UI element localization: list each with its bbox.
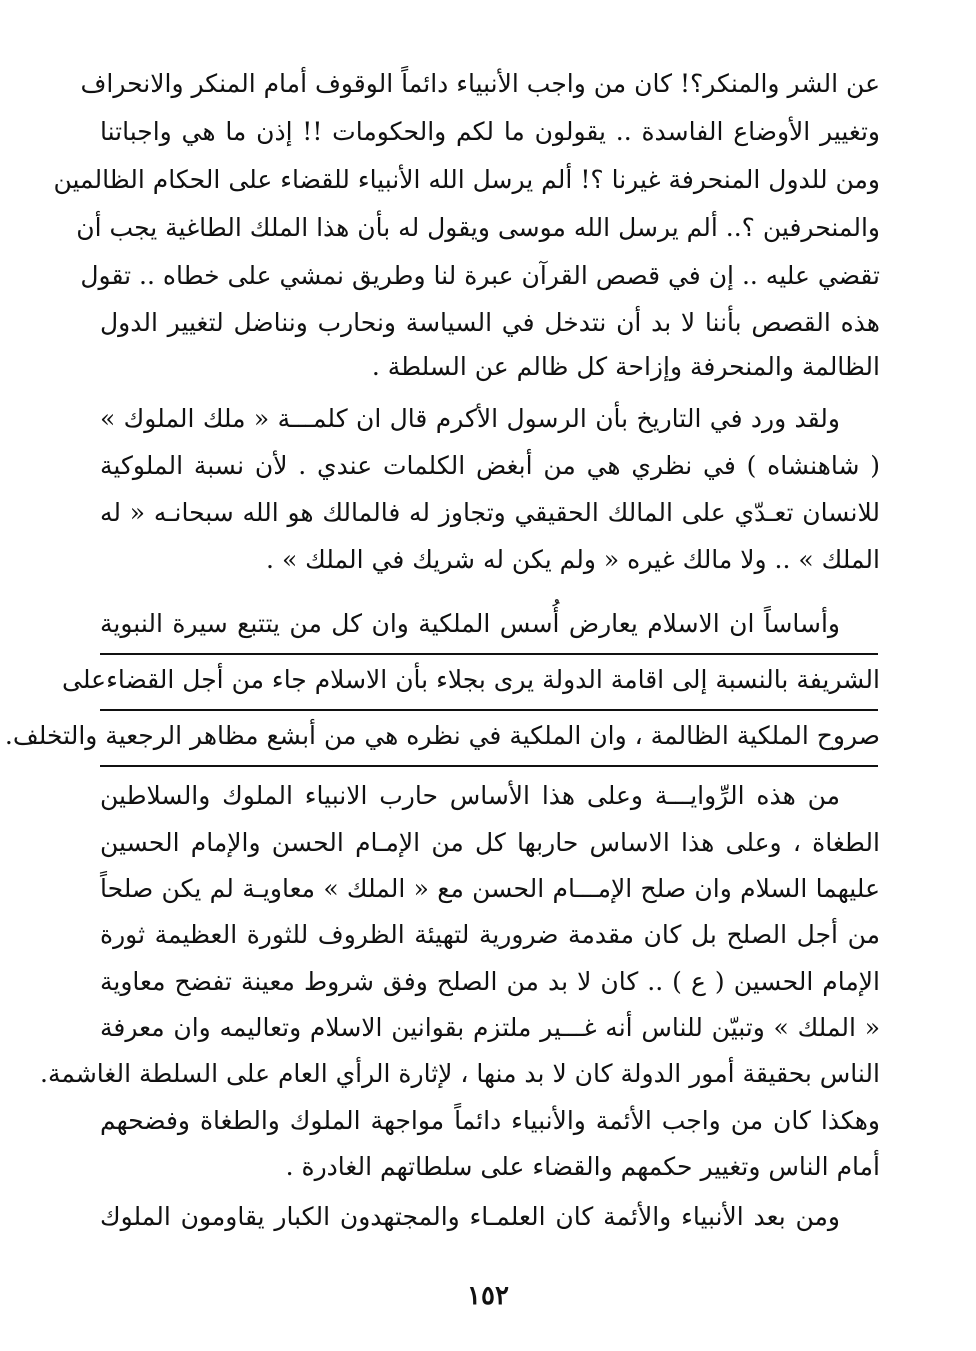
text-line: تقضي عليه .. إن في قصص القرآن عبرة لنا وطريق نمشي على خطاه .. تقول bbox=[80, 261, 880, 290]
text-line: الظالمة والمنحرفة وإزاحة كل ظالم عن السلطة . bbox=[371, 352, 880, 381]
text-line: الشريفة بالنسبة إلى اقامة الدولة يرى بجلاء بأن الاسلام جاء من أجل القضاءعلى bbox=[62, 665, 880, 694]
text-line: عليهما السلام وان صلح الإمـــام الحسن مع « الملك » معاويـة لم يكن صلحاً bbox=[100, 874, 880, 903]
text-line: هذه القصص بأننا لا بد أن نتدخل في السياسة ونحارب ونناضل لتغيير الدول bbox=[100, 308, 880, 337]
text-line: ولقد ورد في التاريخ بأن الرسول الأكرم قال ان كلمـــة « ملك الملوك » bbox=[100, 404, 840, 433]
text-line: صروح الملكية الظالمة ، وان الملكية في نظره هي من أبشع مظاهر الرجعية والتخلف. bbox=[4, 721, 880, 750]
underline-rule bbox=[100, 653, 878, 655]
text-line: ومن بعد الأنبياء والأئمة كان العلمـاء والمجتهدون الكبار يقاومون الملوك bbox=[100, 1202, 840, 1231]
text-line: عن الشر والمنكر؟! كان من واجب الأنبياء دائماً الوقوف أمام المنكر والانحراف bbox=[80, 69, 880, 98]
underline-rule bbox=[100, 709, 878, 711]
text-line: من هذه الرِّوايـــة وعلى هذا الأساس حارب الانبياء الملوك والسلاطين bbox=[100, 781, 840, 810]
text-line: « الملك » وتبيّن للناس أنه غـــير ملتزم بقوانين الاسلام وتعاليمه وان معرفة bbox=[100, 1013, 880, 1042]
text-line: وهكذا كان من واجب الأئمة والأنبياء دائماً مواجهة الملوك والطغاة وفضحهم bbox=[100, 1106, 880, 1135]
text-line: الإمام الحسين ( ع ) .. كان لا بد من الصلح وفق شروط معينة تفضح معاوية bbox=[100, 967, 880, 996]
text-line: الناس بحقيقة أمور الدولة كان لا بد منها ، لإثارة الرأي العام على السلطة الغاشمة. bbox=[40, 1059, 880, 1088]
page-number: ١٥٢ bbox=[467, 1281, 509, 1311]
text-line: وتغيير الأوضاع الفاسدة .. يقولون ما لكم والحكومات !! إذن ما هي واجباتنا bbox=[100, 117, 880, 146]
text-line: الطغاة ، وعلى هذا الاساس حاربها كل من الإمـام الحسن والإمام الحسين bbox=[100, 828, 880, 857]
underline-rule bbox=[100, 765, 878, 767]
text-line: ومن للدول المنحرفة غيرنا ؟! ألم يرسل الله الأنبياء للقضاء على الحكام الظالمين bbox=[53, 165, 880, 194]
text-line: من أجل الصلح بل كان مقدمة ضرورية لتهيئة الظروف للثورة العظيمة ثورة bbox=[100, 920, 880, 949]
text-line: والمنحرفين ؟.. ألم يرسل الله موسى ويقول له بأن هذا الملك الطاغية يجب أن bbox=[76, 213, 880, 242]
text-line: ( شاهنشاه ) في نظري هي من أبغض الكلمات عندي . لأن نسبة الملوكية bbox=[100, 451, 880, 480]
text-line: للانسان تعـدّي على المالك الحقيقي وتجاوز له فالمالك هو الله سبحانـه « له bbox=[100, 498, 880, 527]
text-line: وأساساً ان الاسلام يعارض أُسس الملكية وان كل من يتتبع سيرة النبوية bbox=[100, 609, 840, 638]
text-line: الملك » .. ولا مالك غيره « ولم يكن له شريك في الملك » . bbox=[266, 545, 880, 574]
text-line: أمام الناس وتغيير حكمهم والقضاء على سلطاتهم الغادرة . bbox=[285, 1152, 880, 1181]
